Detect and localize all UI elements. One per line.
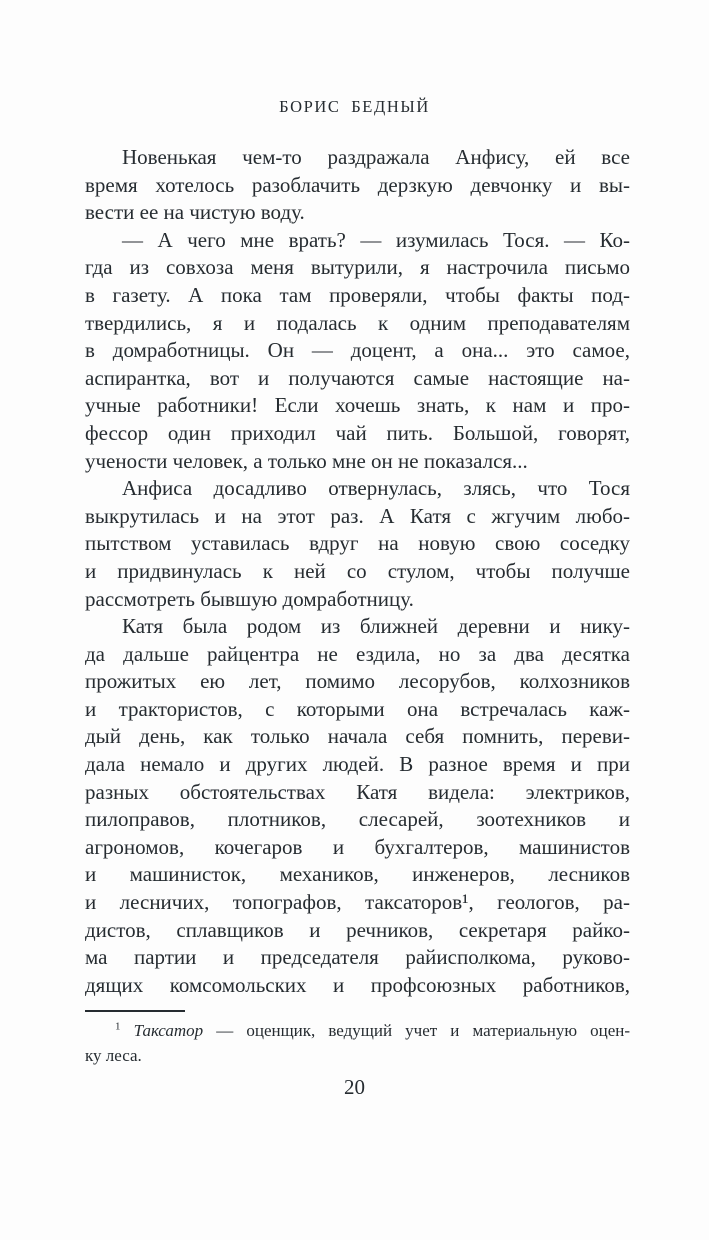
- text-line: — А чего мне врать? — изумилась Тося. — Ко-: [122, 227, 630, 252]
- text-line: разных обстоятельствах Катя видела: электриков,: [85, 779, 630, 804]
- text-line: и лесничих, топографов, таксаторов¹, геологов, ра-: [85, 890, 630, 915]
- footnote-line: [85, 1019, 630, 1044]
- text-line: Анфиса досадливо отвернулась, злясь, что Тося: [122, 476, 630, 501]
- text-line: и придвинулась к ней со стулом, чтобы получше: [85, 558, 630, 583]
- footnote-line: ку леса.: [85, 1045, 142, 1065]
- text-line: аспирантка, вот и получаются самые настоящие на-: [85, 365, 630, 390]
- text-line: прожитых ею лет, помимо лесорубов, колхозников: [85, 669, 630, 694]
- text-line: дистов, сплавщиков и речников, секретаря райко-: [85, 917, 630, 942]
- footnote-marker: 1: [115, 1020, 121, 1033]
- text-line: и трактористов, с которыми она встречалась каж-: [85, 696, 630, 721]
- text-line: время хотелось разоблачить дерзкую девчонку и вы-: [85, 172, 630, 197]
- text-line: дала немало и других людей. В разное время и при: [85, 752, 630, 777]
- text-line: гда из совхоза меня вытурили, я настрочила письмо: [85, 255, 630, 280]
- text-line: выкрутилась и на этот раз. А Катя с жгучим любо-: [85, 503, 630, 528]
- footnote-divider: [85, 1010, 185, 1012]
- text-line: и машинисток, механиков, инженеров, лесников: [85, 862, 630, 887]
- text-line: пилоправов, плотников, слесарей, зоотехников и: [85, 807, 630, 832]
- text-line: пытством уставилась вдруг на новую свою соседку: [85, 531, 630, 556]
- text-line: вести ее на чистую воду.: [85, 200, 305, 225]
- footnote: [85, 1019, 630, 1068]
- text-line: учные работники! Если хочешь знать, к нам и про-: [85, 393, 630, 418]
- text-line: учености человек, а только мне он не показался...: [85, 448, 528, 473]
- text-line: дящих комсомольских и профсоюзных работников,: [85, 972, 630, 997]
- text-line: да дальше райцентра не ездила, но за два десятка: [85, 641, 630, 666]
- text-line: ма партии и председателя райисполкома, руково-: [85, 945, 630, 970]
- footnote-term: Таксатор: [133, 1021, 204, 1040]
- text-line: дый день, как только начала себя помнить, переви-: [85, 724, 630, 749]
- text-line: твердились, я и подалась к одним преподавателям: [85, 310, 630, 335]
- text-line: агрономов, кочегаров и бухгалтеров, машинистов: [85, 834, 630, 859]
- text-line: рассмотреть бывшую домработницу.: [85, 586, 414, 611]
- text-line: Новенькая чем-то раздражала Анфису, ей все: [122, 145, 630, 169]
- text-line: в домработницы. Он — доцент, а она... это самое,: [85, 338, 630, 363]
- text-line: в газету. А пока там проверяли, чтобы факты под-: [85, 282, 630, 307]
- text-line: фессор один приходил чай пить. Большой, говорят,: [85, 420, 630, 445]
- body-text: [85, 144, 630, 999]
- page-number: 20: [344, 1075, 365, 1099]
- footnote-definition: — оценщик, ведущий учет и материальную оцен-: [216, 1021, 631, 1040]
- text-line: Катя была родом из ближней деревни и нику-: [122, 614, 630, 639]
- author-header: БОРИС БЕДНЫЙ: [279, 97, 430, 116]
